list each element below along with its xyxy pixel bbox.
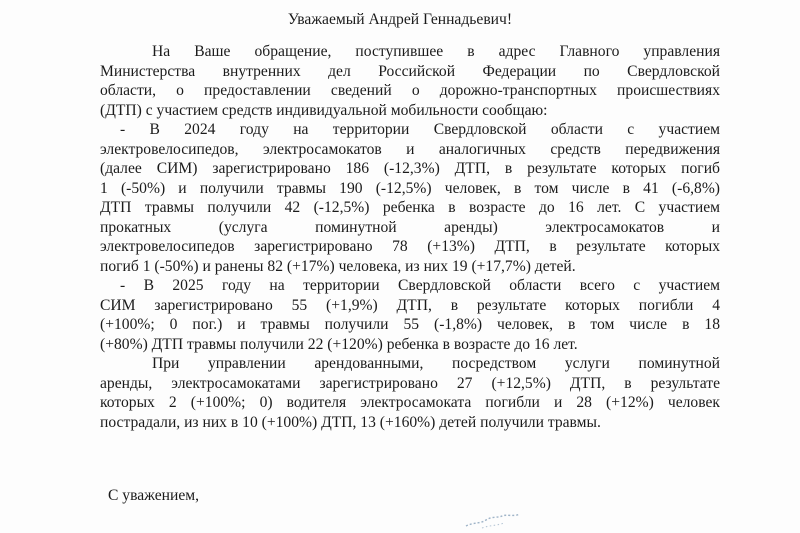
item-2024-line: электровелосипедов, электросамокатов и аналогичных средств передвижения	[100, 140, 720, 158]
item-2024-line: ДТП травмы получили 42 (-12,5%) ребенка в возрасте до 16 лет. С участием	[100, 199, 720, 216]
item-2024-line: 1 (-50%) и получили травмы 190 (-12,5%) человек, в том числе в 41 (-6,8%)	[100, 179, 720, 197]
item-2024-paragraph	[100, 120, 720, 276]
item-2024-line: электровелосипедов зарегистрировано 78 (+13%) ДТП, в результате которых	[100, 238, 720, 255]
intro-line: Министерства внутренних дел Российской Федерации по Свердловской	[100, 62, 720, 80]
intro-line: На Ваше обращение, поступившее в адрес Главного управления	[152, 43, 720, 60]
rental-line: пострадали, из них в 10 (+100%) ДТП, 13 (+160%) детей получили травмы.	[100, 413, 601, 431]
item-2024-line: прокатных (услуга поминутной аренды) электросамокатов и	[100, 218, 720, 236]
rental-line: При управлении арендованными, посредством услуги поминутной	[152, 355, 720, 372]
item-2025-line: - В 2025 году на территории Свердловской области всего с участием	[120, 277, 720, 294]
item-2024-line: - В 2024 году на территории Свердловской области с участием	[120, 121, 720, 138]
intro-line: (ДТП) с участием средств индивидуальной мобильности сообщаю:	[100, 101, 548, 119]
item-2025-line: (+100%; 0 пог.) и травмы получили 55 (-1,8%) человек, в том числе в 18	[100, 316, 720, 333]
item-2025-line: (+80%) ДТП травмы получили 22 (+120%) ребенка в возрасте до 16 лет.	[100, 335, 578, 353]
item-2025-paragraph	[100, 276, 720, 354]
salutation: Уважаемый Андрей Геннадьевич!	[287, 11, 513, 28]
item-2024-line: погиб 1 (-50%) и ранены 82 (+17%) человека, из них 19 (+17,7%) детей.	[100, 257, 576, 275]
signature-stamp-trace	[462, 508, 552, 530]
rental-line: аренды, электросамокатами зарегистрировано 27 (+12,5%) ДТП, в результате	[100, 374, 720, 392]
item-2024-line: (далее СИМ) зарегистрировано 186 (-12,3%) ДТП, в результате которых погиб	[100, 160, 720, 177]
intro-paragraph	[100, 42, 720, 120]
letter-body	[100, 42, 720, 432]
closing: С уважением,	[108, 487, 200, 504]
rental-line: которых 2 (+100%; 0) водителя электросамоката погибли и 28 (+12%) человек	[100, 394, 720, 411]
intro-line: области, о предоставлении сведений о дорожно-транспортных происшествиях	[100, 82, 720, 99]
rental-paragraph	[100, 354, 720, 432]
item-2025-line: СИМ зарегистрировано 55 (+1,9%) ДТП, в результате которых погибли 4	[100, 296, 720, 314]
